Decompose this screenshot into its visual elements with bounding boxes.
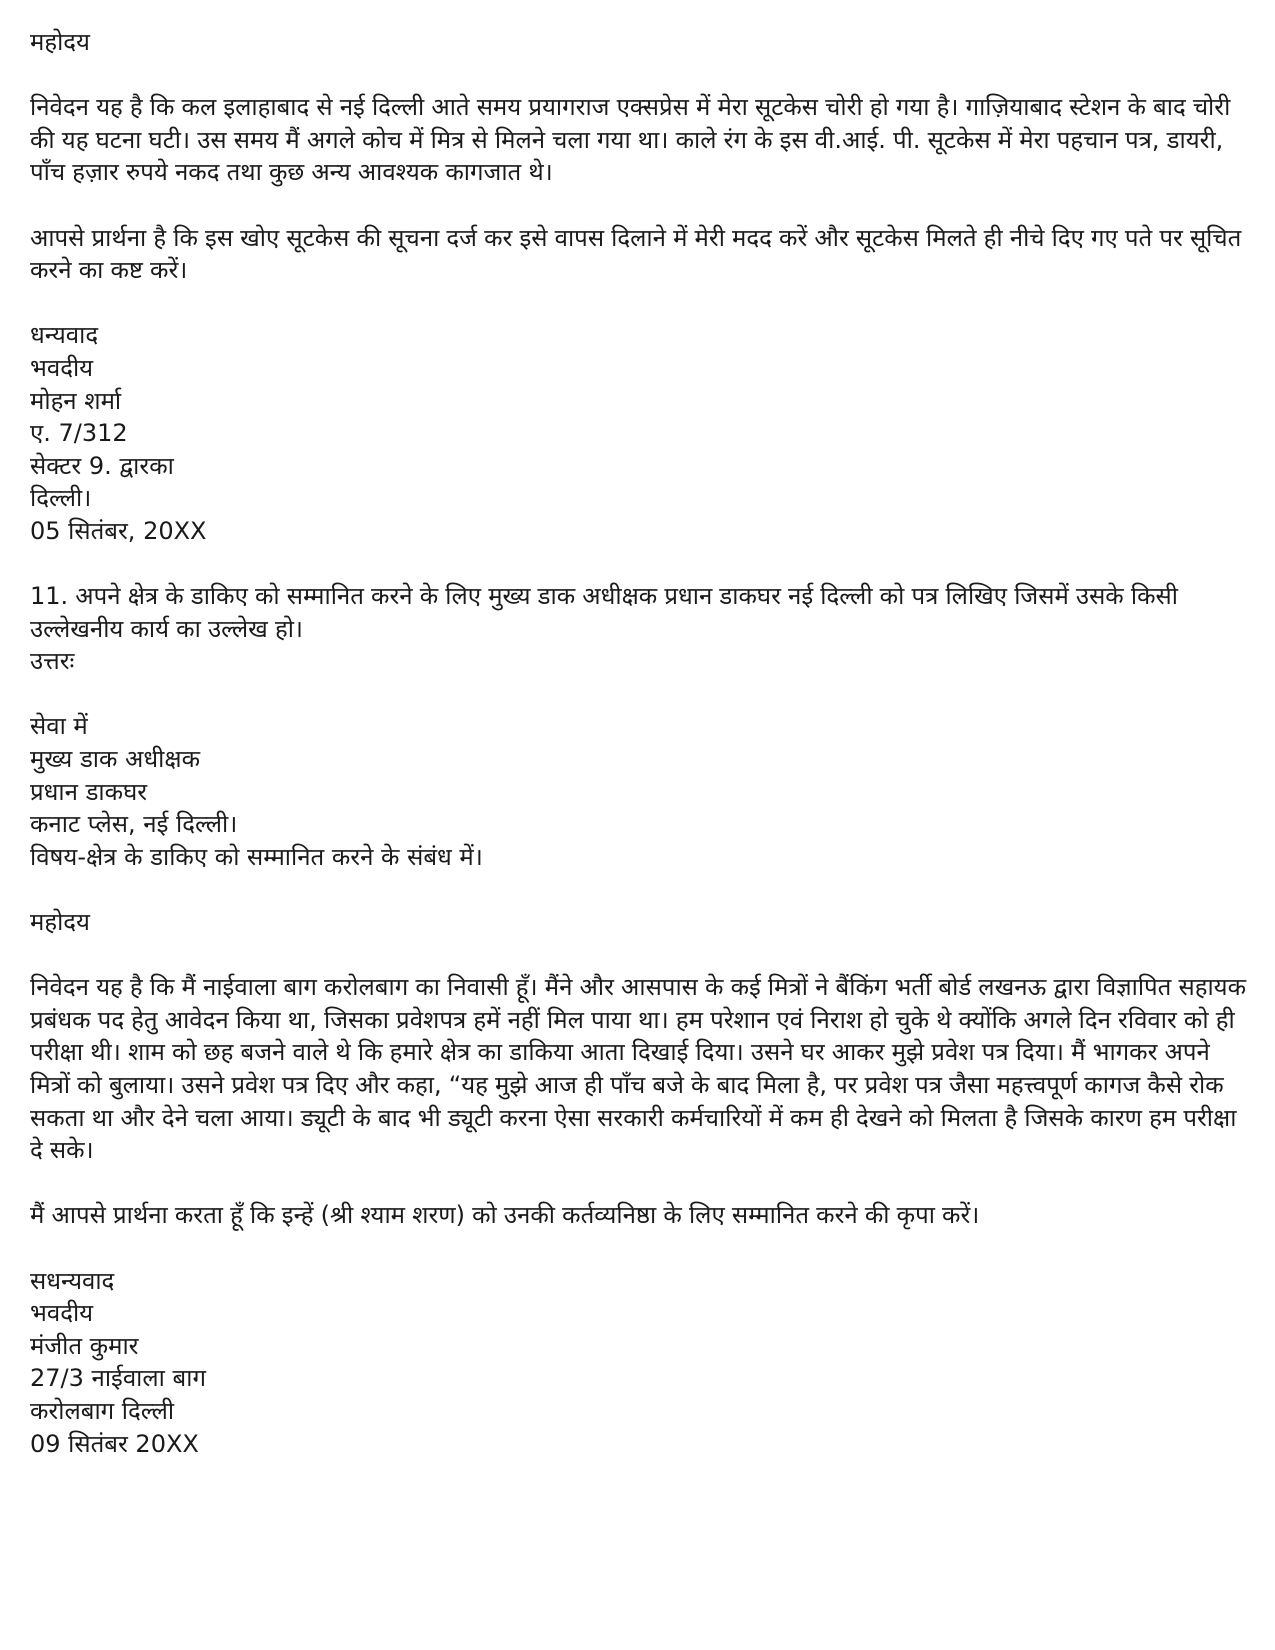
letter1-sender-name: मोहन शर्मा xyxy=(30,386,122,415)
answer-label: उत्तरः xyxy=(30,647,75,676)
letter2-address-line-4: कनाट प्लेस, नई दिल्ली। xyxy=(30,810,238,839)
letter1-address-line-2: सेक्टर 9. द्वारका xyxy=(30,451,174,480)
letter1-date: 05 सितंबर, 20XX xyxy=(30,516,207,545)
letter2-closing xyxy=(30,1265,1255,1461)
letter2-address-line-b: करोलबाग दिल्ली xyxy=(30,1396,175,1425)
letter1-body-paragraph-2: आपसे प्रार्थना है कि इस खोए सूटकेस की सूचना दर्ज कर इसे वापस दिलाने में मेरी मदद करें और सूटकेस मिलते ही नीचे दिए गए पते पर सूचित करने का कष्ट करें। xyxy=(30,223,1242,285)
letter2-yours: भवदीय xyxy=(30,1299,94,1328)
letter2-recipient-address xyxy=(30,710,1255,873)
letter2 xyxy=(30,710,1255,1460)
letter2-address-line-1: सेवा में xyxy=(30,712,88,741)
letter1-yours: भवदीय xyxy=(30,353,94,382)
letter1-closing xyxy=(30,319,1255,547)
letter2-subject: विषय-क्षेत्र के डाकिए को सम्मानित करने के संबंध में। xyxy=(30,842,483,871)
document-page xyxy=(30,26,1255,1460)
question-11 xyxy=(30,580,1255,678)
letter2-salutation: महोदय xyxy=(30,908,90,937)
letter2-body-paragraph-1: निवेदन यह है कि मैं नाईवाला बाग करोलबाग का निवासी हूँ। मैंने और आसपास के कई मित्रों ने बैंकिंग भर्ती बोर्ड लखनऊ द्वारा विज्ञापित सहायक प्रबंधक पद हेतु आवेदन किया था, जिसका प्रवेशपत्र हमें नहीं मिल पाया था। हम परेशान एवं निराश हो चुके थे क्योंकि अगले दिन रविवार को ही परीक्षा थी। शाम को छह बजने वाले थे कि हमारे क्षेत्र का डाकिया आता दिखाई दिया। उसने घर आकर मुझे प्रवेश पत्र दिया। मैं भागकर अपने मित्रों को बुलाया। उसने प्रवेश पत्र दिए और कहा, “यह मुझे आज ही पाँच बजे के बाद मिला है, पर प्रवेश पत्र जैसा महत्त्वपूर्ण कागज कैसे रोक सकता था और देने चला आया। ड्यूटी के बाद भी ड्यूटी करना ऐसा सरकारी कर्मचारियों में कम ही देखने को मिलता है जिसके कारण हम परीक्षा दे सके। xyxy=(30,973,1247,1165)
letter1-address-line-1: ए. 7/312 xyxy=(30,419,128,448)
letter1 xyxy=(30,26,1255,548)
letter1-thanks: धन्यवाद xyxy=(30,321,99,350)
letter2-date: 09 सितंबर 20XX xyxy=(30,1429,199,1458)
letter2-thanks: सधन्यवाद xyxy=(30,1266,115,1295)
letter2-body-paragraph-2: मैं आपसे प्रार्थना करता हूँ कि इन्हें (श्री श्याम शरण) को उनकी कर्तव्यनिष्ठा के लिए सम्मानित करने की कृपा करें। xyxy=(30,1201,980,1230)
letter2-sender-name: मंजीत कुमार xyxy=(30,1331,139,1360)
letter2-address-line-3: प्रधान डाकघर xyxy=(30,777,148,806)
letter1-address-line-3: दिल्ली। xyxy=(30,484,92,513)
letter2-address-line-2: मुख्य डाक अधीक्षक xyxy=(30,745,201,774)
letter2-address-line-a: 27/3 नाईवाला बाग xyxy=(30,1364,206,1393)
letter1-salutation: महोदय xyxy=(30,28,90,56)
letter1-body-paragraph-1: निवेदन यह है कि कल इलाहाबाद से नई दिल्ली आते समय प्रयागराज एक्सप्रेस में मेरा सूटकेस चोरी हो गया है। गाज़ियाबाद स्टेशन के बाद चोरी की यह घटना घटी। उस समय मैं अगले कोच में मित्र से मिलने चला गया था। काले रंग के इस वी.आई. पी. सूटकेस में मेरा पहचान पत्र, डायरी, पाँच हज़ार रुपये नकद तथा कुछ अन्य आवश्यक कागजात थे। xyxy=(30,93,1231,187)
question-11-text: 11. अपने क्षेत्र के डाकिए को सम्मानित करने के लिए मुख्य डाक अधीक्षक प्रधान डाकघर नई दिल्ली को पत्र लिखिए जिसमें उसके किसी उल्लेखनीय कार्य का उल्लेख हो। xyxy=(30,582,1178,643)
